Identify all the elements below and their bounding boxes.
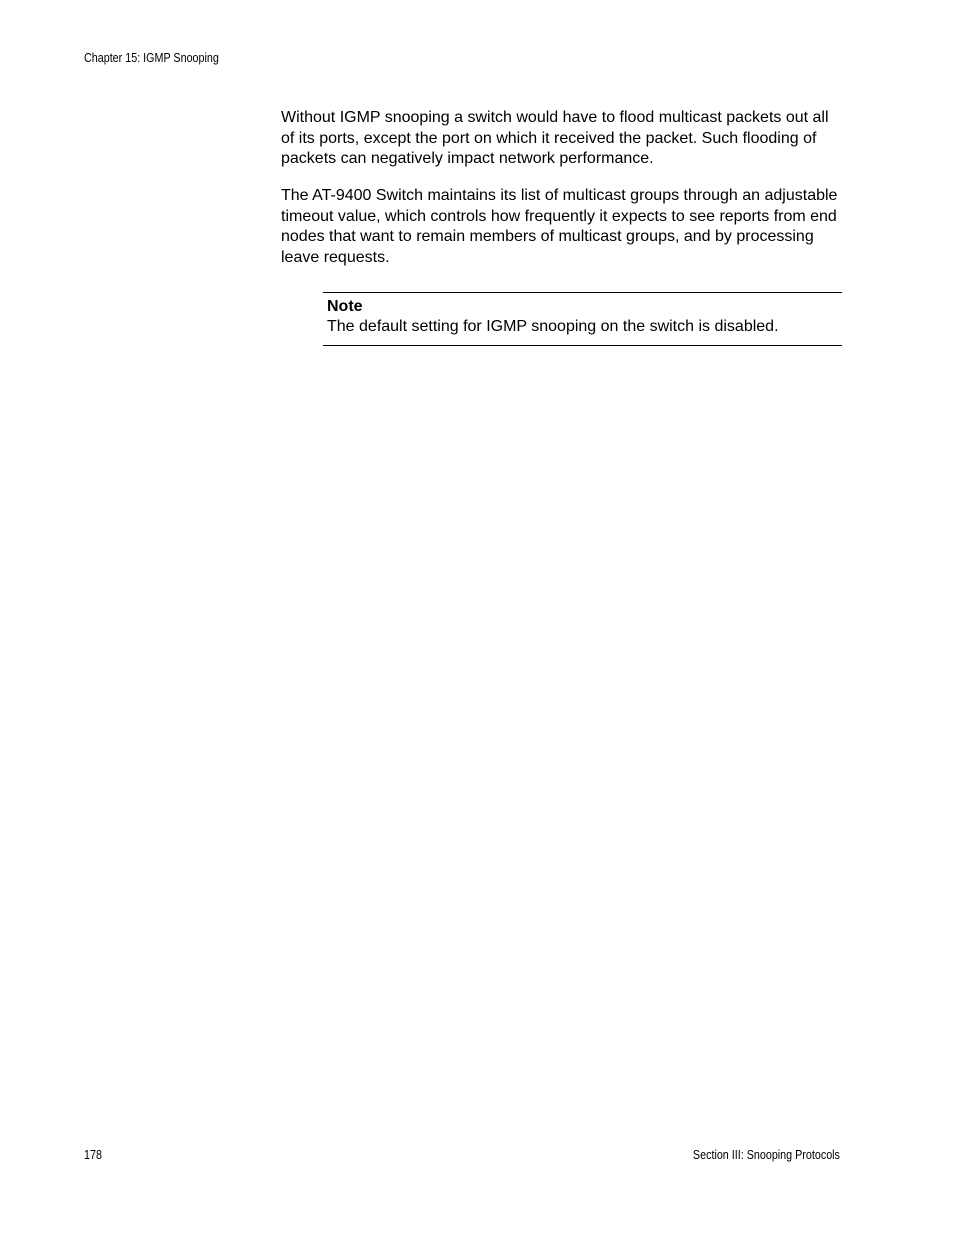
- running-header-chapter: Chapter 15: IGMP Snooping: [84, 51, 219, 65]
- body-paragraph-1: Without IGMP snooping a switch would have to flood multicast packets out all of its ports, except the port on which it received the packet. Such flooding of packets can negatively impact network performance.: [281, 109, 829, 167]
- body-paragraph-2: The AT-9400 Switch maintains its list of multicast groups through an adjustable timeout value, which controls how frequently it expects to see reports from end nodes that want to remain members of multicast groups, and by processing leave requests.: [281, 187, 838, 266]
- note-box: [323, 292, 842, 346]
- footer-page-number: 178: [84, 1148, 102, 1162]
- footer-section-title: Section III: Snooping Protocols: [692, 1148, 840, 1162]
- note-text: The default setting for IGMP snooping on the switch is disabled.: [327, 318, 779, 335]
- note-title: Note: [327, 298, 363, 315]
